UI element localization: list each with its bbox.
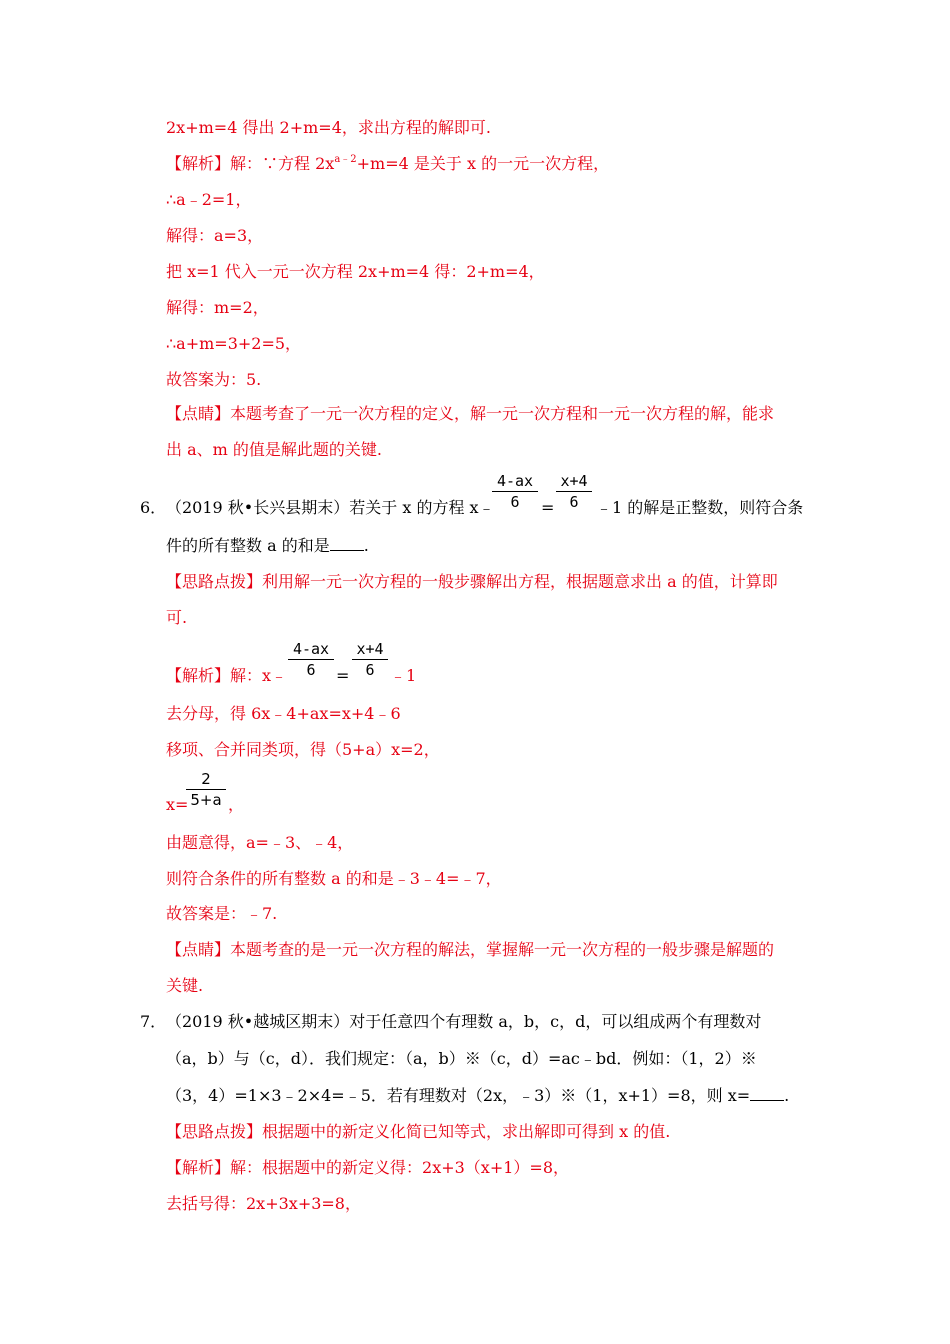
q6-step-5: 则符合条件的所有整数 a 的和是﹣3﹣4=﹣7， (166, 869, 502, 888)
q6-remark-line-1 (166, 940, 774, 960)
q6-hint-tag: 【思路点拨】 (166, 572, 263, 591)
q5-remark-line-2: 出 a、m 的值是解此题的关键. (166, 440, 382, 459)
q6-solution-tag: 【解析】 (166, 666, 231, 685)
q5-solution-exponent: a﹣2 (334, 154, 357, 165)
q6-question-line-2 (166, 536, 369, 556)
q5-remark-line-1 (166, 404, 774, 424)
q6-step-3-comma: ， (228, 795, 245, 814)
q7-hint-text: 根据题中的新定义化简已知等式，求出解即可得到 x 的值. (262, 1122, 671, 1141)
q6-solution-text-a: 解：x﹣ (230, 666, 288, 685)
q5-hint-continuation: 2x+m=4 得出 2+m=4，求出方程的解即可. (166, 118, 491, 137)
q6-remark-text-1: 本题考查的是一元一次方程的解法，掌握解一元一次方程的一般步骤是解题的 (230, 940, 775, 959)
q6-solution-fraction-1 (288, 640, 334, 679)
q6-step-3-fraction-denominator: 5+a (190, 791, 222, 809)
q7-solution-line (166, 1158, 569, 1178)
q6-step-3-fraction-numerator: 2 (186, 770, 226, 790)
q5-step-5: ∴a+m=3+2=5， (166, 334, 302, 353)
q6-fraction-1-denominator: 6 (510, 493, 520, 511)
q6-remark-line-2: 关键. (166, 976, 204, 995)
q7-step-1: 去括号得：2x+3x+3=8， (166, 1194, 361, 1213)
q5-solution-text-a: 解：∵方程 2x (230, 154, 335, 173)
q7-number: 7． (140, 1012, 167, 1031)
q6-hint-text-1: 利用解一元一次方程的一般步骤解出方程，根据题意求出 a 的值，计算即 (262, 572, 778, 591)
q5-solution-text-b: +m=4 是关于 x 的一元一次方程， (356, 154, 610, 173)
q7-hint-tag: 【思路点拨】 (166, 1122, 263, 1141)
q6-question-end: . (363, 536, 369, 555)
q5-solution-line (166, 154, 609, 174)
q6-fraction-2-denominator: 6 (569, 493, 579, 511)
q7-hint-line (166, 1122, 670, 1142)
q5-solution-tag: 【解析】 (166, 154, 231, 173)
q6-solution-fraction-2 (352, 640, 388, 679)
q6-step-4: 由题意得，a=﹣3、﹣4， (166, 833, 354, 852)
q5-remark-tag: 【点睛】 (166, 404, 231, 423)
q6-solution-line (166, 666, 287, 686)
q6-equals-sign: = (541, 498, 555, 517)
q6-question-b: ﹣1 的解是正整数，则符合条 (596, 498, 804, 517)
q6-solution-fraction-1-denominator: 6 (306, 661, 316, 679)
q6-step-3-x: x= (166, 795, 189, 814)
q6-solution-fraction-1-numerator: 4-ax (288, 640, 334, 660)
q6-solution-text-b: ﹣1 (390, 666, 417, 685)
q6-remark-tag: 【点睛】 (166, 940, 231, 959)
q6-step-1: 去分母，得 6x﹣4+ax=x+4﹣6 (166, 704, 401, 723)
q5-step-1: ∴a﹣2=1， (166, 190, 252, 209)
q6-question-a: （2019 秋•长兴县期末）若关于 x 的方程 x﹣ (166, 498, 495, 517)
q7-question-line-2: （a，b）与（c，d）．我们规定：（a，b）※（c，d）=ac﹣bd．例如：（1，2）※ (166, 1049, 757, 1068)
q6-fraction-1 (492, 472, 538, 511)
q6-step-6: 故答案是：﹣7. (166, 904, 278, 923)
q6-fraction-2-numerator: x+4 (556, 472, 592, 492)
q5-step-2: 解得：a=3， (166, 226, 264, 245)
q6-answer-blank[interactable] (330, 536, 364, 551)
q5-step-6: 故答案为：5. (166, 370, 262, 389)
q7-question-text-3: （3，4）=1×3﹣2×4=﹣5．若有理数对（2x，﹣3）※（1，x+1）=8，则 x= (166, 1086, 751, 1105)
q6-step-3-fraction (186, 770, 226, 809)
q6-solution-fraction-2-denominator: 6 (365, 661, 375, 679)
q7-answer-blank[interactable] (750, 1086, 784, 1101)
q7-solution-text: 解：根据题中的新定义得：2x+3（x+1）=8， (230, 1158, 570, 1177)
q5-step-4: 解得：m=2， (166, 298, 269, 317)
q7-solution-tag: 【解析】 (166, 1158, 231, 1177)
q6-question-c: 件的所有整数 a 的和是 (166, 536, 330, 555)
q5-remark-text-1: 本题考查了一元一次方程的定义，解一元一次方程和一元一次方程的解，能求 (230, 404, 775, 423)
q7-question-line-3 (166, 1086, 789, 1106)
q6-number: 6． (140, 498, 167, 517)
q6-solution-fraction-2-numerator: x+4 (352, 640, 388, 660)
q6-hint-line-2: 可. (166, 608, 188, 627)
q6-step-2: 移项、合并同类项，得（5+a）x=2， (166, 740, 440, 759)
q6-hint-line-1 (166, 572, 778, 592)
q7-question-end: . (784, 1086, 790, 1105)
q7-question-line-1: （2019 秋•越城区期末）对于任意四个有理数 a，b，c，d，可以组成两个有理数对 (166, 1012, 762, 1031)
q6-solution-equals: = (336, 666, 350, 685)
q5-step-3: 把 x=1 代入一元一次方程 2x+m=4 得：2+m=4， (166, 262, 545, 281)
q6-fraction-2 (556, 472, 592, 511)
q6-fraction-1-numerator: 4-ax (492, 472, 538, 492)
